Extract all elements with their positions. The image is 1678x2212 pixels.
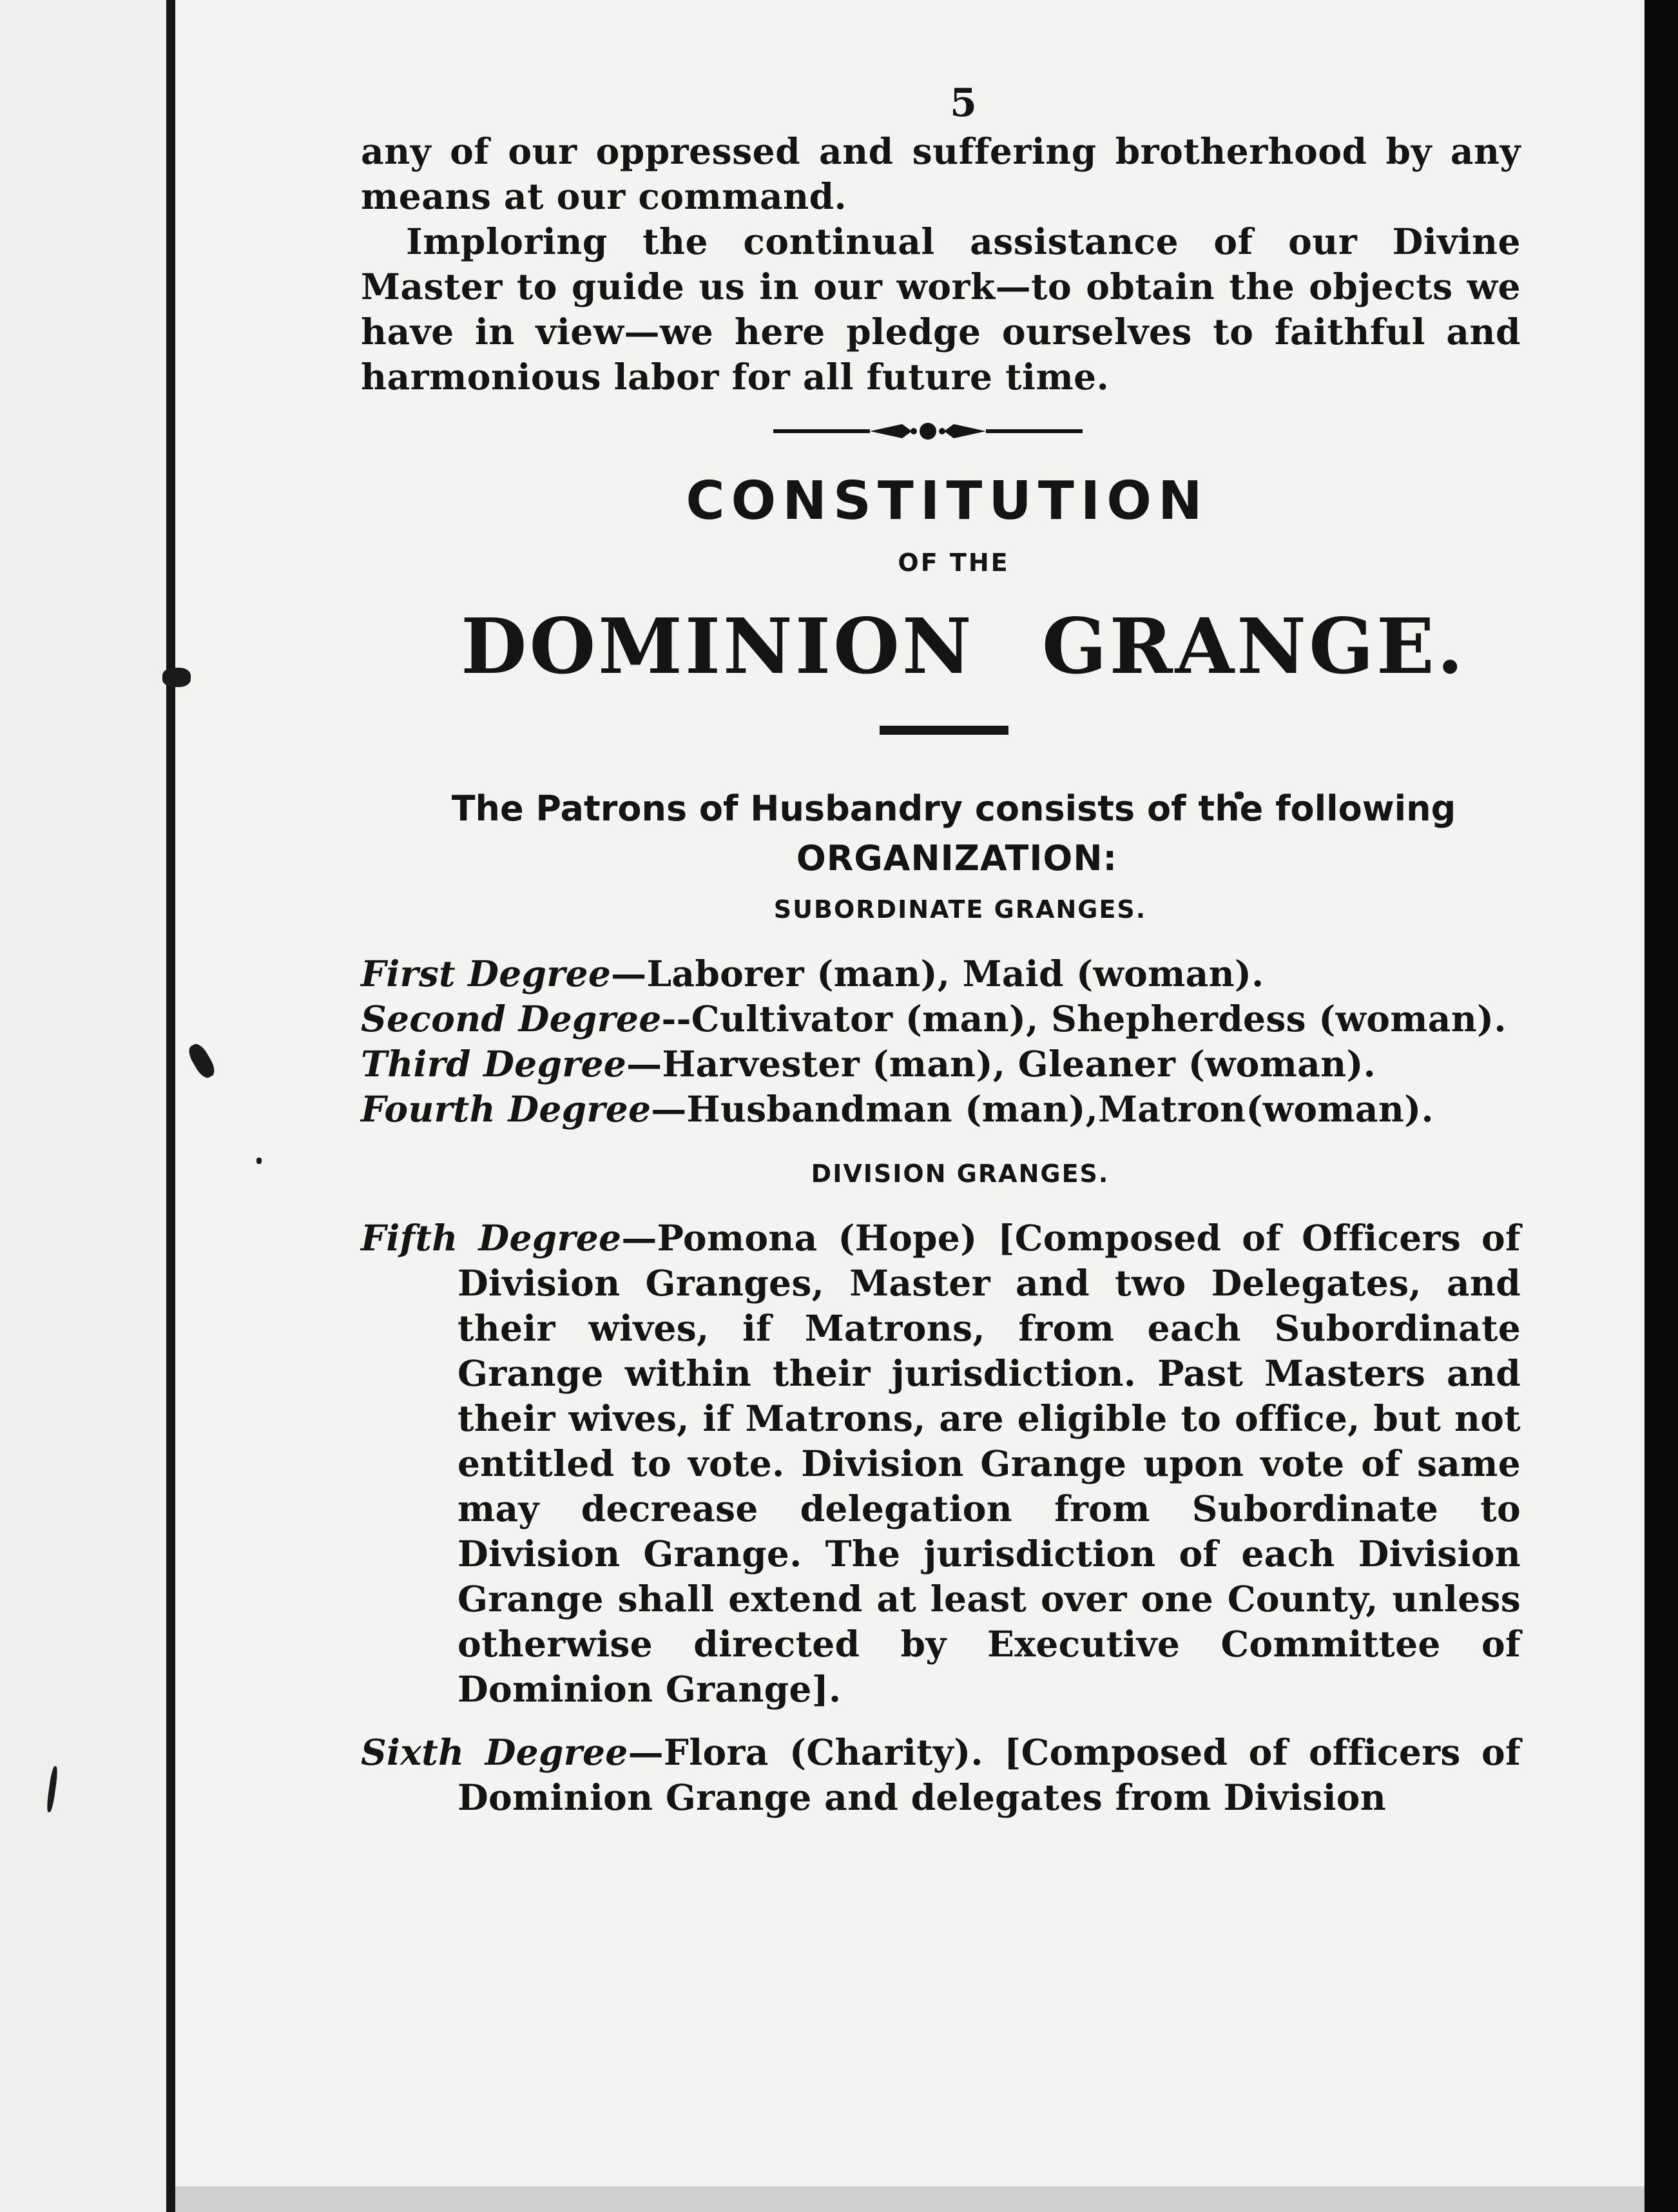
ink-speck [256,1158,262,1164]
degree-entry [361,1087,1521,1132]
organization-heading: ORGANIZATION: [796,838,1118,878]
short-rule-divider [361,718,1521,744]
degree-name: Third Degree [361,1043,627,1085]
ornament-graphic [773,415,1083,447]
left-page-margin [0,0,166,2212]
degree-name: Fourth Degree [361,1088,651,1130]
preamble-continuation: any of our oppressed and suffering brotherhood by any means at our command. [361,130,1521,217]
degree-entry [361,951,1521,996]
degree-name: First Degree [361,953,612,994]
degree-text: —Pomona (Hope) [Composed of Officers of Division Granges, Master and two Delegates, and their wives, if Matrons, from each Subordinate Grange within their jurisdiction. Past Masters and their wives, if Matrons, are eligible to office, but not entitled to vote. Division Grange upon vote of same may decrease delegation from Subordinate to Division Grange. The jurisdiction of each Division Grange shall extend at least over one County, unless otherwise directed by Executive Committee of Dominion Grange]. [458,1217,1521,1710]
ink-speck [186,1041,218,1080]
ink-speck [162,668,191,687]
degree-name: Fifth Degree [361,1217,622,1259]
title-of-the: OF THE [898,548,1010,577]
title-constitution: CONSTITUTION [686,471,1209,532]
title-dominion-grange: DOMINION GRANGE. [461,601,1466,691]
page-number: 5 [950,81,977,126]
ornamental-divider [361,409,1521,456]
degree-text: —Flora (Charity). [Composed of officers of Dominion Grange and delegates from Division [458,1731,1521,1818]
degree-name: Second Degree [361,998,662,1040]
subordinate-granges-heading: SUBORDINATE GRANGES. [773,895,1147,924]
right-scan-edge [1644,0,1678,2212]
degree-name: Sixth Degree [361,1731,628,1773]
intro-line: The Patrons of Husbandry consists of the following [451,788,1456,829]
degree-text: —Laborer (man), Maid (woman). [611,953,1264,994]
preamble-pledge: Imploring the continual assistance of our Divine Master to guide us in our work—to obtain the objects we have in view—we here pledge ourselves to faithful and harmonious labor for all future time. [361,220,1521,398]
degree-entry [361,1042,1521,1087]
degree-entry [361,996,1521,1042]
degree-entry [361,1730,1521,1820]
degree-text: —Husbandman (man),Matron(woman). [651,1088,1434,1130]
page-content [361,77,1521,2153]
binding-fold [166,0,175,2212]
degree-entry [361,1216,1521,1712]
degree-text: --Cultivator (man), Shepherdess (woman). [661,998,1507,1040]
division-granges-heading: DIVISION GRANGES. [811,1159,1110,1188]
degree-text: —Harvester (man), Gleaner (woman). [626,1043,1376,1085]
bottom-scan-edge [175,2186,1644,2212]
